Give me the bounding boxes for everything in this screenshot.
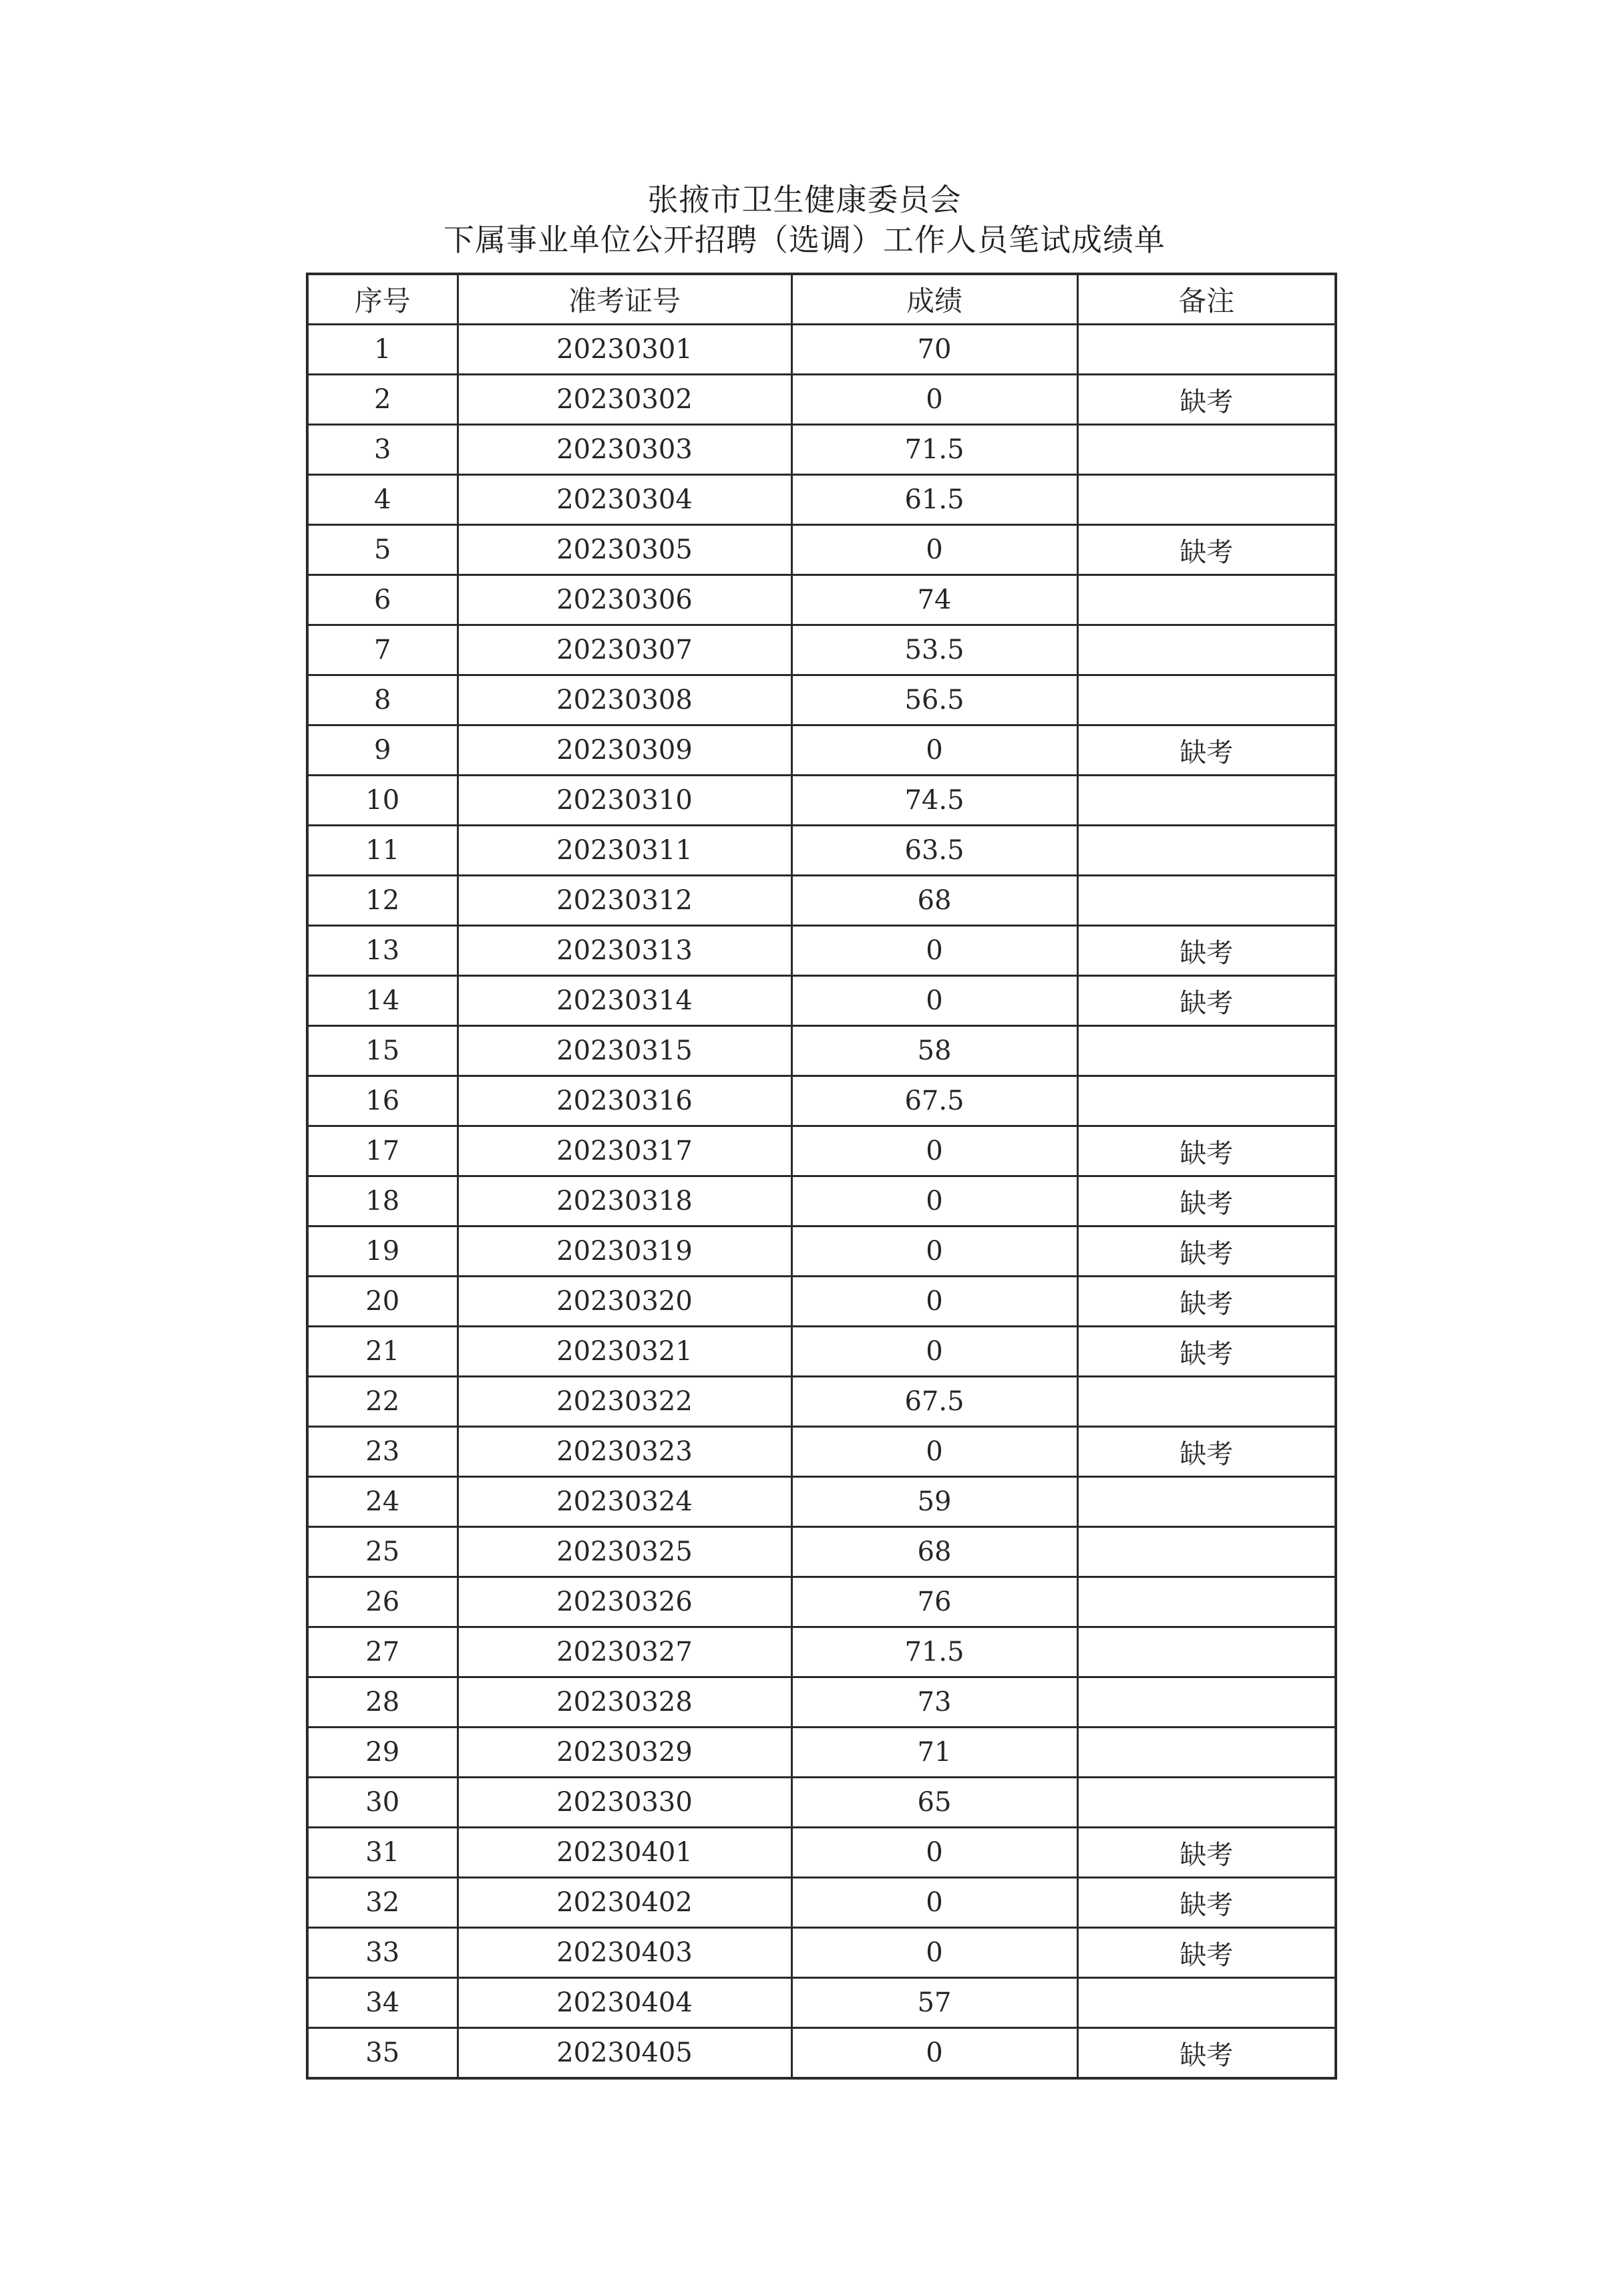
cell-serial-number: 17: [307, 1126, 458, 1176]
table-row: [307, 1828, 1336, 1878]
cell-score: 0: [791, 1327, 1077, 1377]
cell-score: 65: [791, 1778, 1077, 1828]
cell-remarks: [1077, 1076, 1336, 1126]
cell-exam-ticket-number: 20230307: [458, 625, 791, 675]
cell-exam-ticket-number: 20230301: [458, 325, 791, 375]
cell-serial-number: 5: [307, 525, 458, 575]
cell-remarks: [1077, 776, 1336, 826]
cell-serial-number: 21: [307, 1327, 458, 1377]
cell-remarks: [1077, 1778, 1336, 1828]
table-row: [307, 1477, 1336, 1527]
cell-serial-number: 29: [307, 1728, 458, 1778]
cell-score: 0: [791, 2028, 1077, 2079]
cell-score: 71: [791, 1728, 1077, 1778]
table-row: [307, 1677, 1336, 1728]
cell-serial-number: 34: [307, 1978, 458, 2028]
table-row: [307, 1778, 1336, 1828]
cell-score: 73: [791, 1677, 1077, 1728]
table-row: [307, 1627, 1336, 1677]
cell-score: 0: [791, 926, 1077, 976]
cell-exam-ticket-number: 20230319: [458, 1226, 791, 1277]
cell-exam-ticket-number: 20230326: [458, 1577, 791, 1627]
cell-serial-number: 28: [307, 1677, 458, 1728]
table-row: [307, 1928, 1336, 1978]
cell-exam-ticket-number: 20230320: [458, 1277, 791, 1327]
cell-serial-number: 25: [307, 1527, 458, 1577]
cell-serial-number: 13: [307, 926, 458, 976]
cell-remarks: [1077, 1728, 1336, 1778]
cell-serial-number: 1: [307, 325, 458, 375]
table-row: [307, 1427, 1336, 1477]
cell-exam-ticket-number: 20230302: [458, 375, 791, 425]
cell-serial-number: 15: [307, 1026, 458, 1076]
cell-exam-ticket-number: 20230327: [458, 1627, 791, 1677]
cell-remarks: [1077, 425, 1336, 475]
cell-score: 63.5: [791, 826, 1077, 876]
cell-serial-number: 23: [307, 1427, 458, 1477]
cell-exam-ticket-number: 20230405: [458, 2028, 791, 2079]
cell-score: 59: [791, 1477, 1077, 1527]
cell-exam-ticket-number: 20230317: [458, 1126, 791, 1176]
cell-exam-ticket-number: 20230322: [458, 1377, 791, 1427]
table-row: [307, 976, 1336, 1026]
cell-exam-ticket-number: 20230401: [458, 1828, 791, 1878]
cell-serial-number: 7: [307, 625, 458, 675]
cell-score: 67.5: [791, 1377, 1077, 1427]
cell-score: 56.5: [791, 675, 1077, 725]
document-title: 张掖市卫生健康委员会: [647, 182, 962, 218]
table-row: [307, 1377, 1336, 1427]
cell-remarks: 缺考: [1077, 1928, 1336, 1978]
cell-remarks: 缺考: [1077, 1226, 1336, 1277]
cell-remarks: [1077, 1627, 1336, 1677]
cell-remarks: [1077, 325, 1336, 375]
cell-remarks: [1077, 1377, 1336, 1427]
table-row: [307, 2028, 1336, 2079]
table-header-row: [307, 274, 1336, 325]
cell-score: 0: [791, 1277, 1077, 1327]
cell-exam-ticket-number: 20230403: [458, 1928, 791, 1978]
cell-score: 0: [791, 725, 1077, 776]
cell-score: 0: [791, 1878, 1077, 1928]
cell-remarks: [1077, 575, 1336, 625]
cell-remarks: 缺考: [1077, 725, 1336, 776]
table-row: [307, 475, 1336, 525]
cell-serial-number: 35: [307, 2028, 458, 2079]
table-row: [307, 675, 1336, 725]
cell-exam-ticket-number: 20230314: [458, 976, 791, 1026]
table-row: [307, 1878, 1336, 1928]
cell-serial-number: 10: [307, 776, 458, 826]
table-row: [307, 375, 1336, 425]
table-row: [307, 776, 1336, 826]
cell-exam-ticket-number: 20230404: [458, 1978, 791, 2028]
cell-serial-number: 8: [307, 675, 458, 725]
cell-serial-number: 3: [307, 425, 458, 475]
cell-remarks: [1077, 1677, 1336, 1728]
cell-exam-ticket-number: 20230308: [458, 675, 791, 725]
cell-exam-ticket-number: 20230305: [458, 525, 791, 575]
cell-serial-number: 14: [307, 976, 458, 1026]
cell-score: 67.5: [791, 1076, 1077, 1126]
table-row: [307, 1577, 1336, 1627]
cell-score: 0: [791, 1928, 1077, 1978]
cell-remarks: 缺考: [1077, 1427, 1336, 1477]
cell-score: 76: [791, 1577, 1077, 1627]
cell-remarks: [1077, 826, 1336, 876]
cell-exam-ticket-number: 20230304: [458, 475, 791, 525]
table-row: [307, 1076, 1336, 1126]
table-row: [307, 425, 1336, 475]
cell-remarks: 缺考: [1077, 1878, 1336, 1928]
cell-remarks: [1077, 1577, 1336, 1627]
cell-remarks: 缺考: [1077, 2028, 1336, 2079]
cell-serial-number: 24: [307, 1477, 458, 1527]
cell-score: 68: [791, 876, 1077, 926]
cell-serial-number: 20: [307, 1277, 458, 1327]
cell-score: 0: [791, 1176, 1077, 1226]
cell-exam-ticket-number: 20230325: [458, 1527, 791, 1577]
cell-serial-number: 22: [307, 1377, 458, 1427]
table-row: [307, 325, 1336, 375]
cell-score: 0: [791, 1427, 1077, 1477]
cell-exam-ticket-number: 20230329: [458, 1728, 791, 1778]
cell-score: 70: [791, 325, 1077, 375]
cell-serial-number: 18: [307, 1176, 458, 1226]
cell-remarks: [1077, 475, 1336, 525]
table-row: [307, 1327, 1336, 1377]
cell-serial-number: 16: [307, 1076, 458, 1126]
cell-remarks: [1077, 1978, 1336, 2028]
cell-remarks: 缺考: [1077, 1126, 1336, 1176]
table-row: [307, 525, 1336, 575]
cell-serial-number: 11: [307, 826, 458, 876]
table-row: [307, 625, 1336, 675]
cell-remarks: [1077, 1477, 1336, 1527]
header-serial-number: 序号: [307, 274, 458, 325]
table-body: [307, 325, 1336, 2079]
cell-exam-ticket-number: 20230310: [458, 776, 791, 826]
cell-exam-ticket-number: 20230402: [458, 1878, 791, 1928]
table-row: [307, 926, 1336, 976]
cell-remarks: [1077, 625, 1336, 675]
table-row: [307, 1176, 1336, 1226]
cell-exam-ticket-number: 20230311: [458, 826, 791, 876]
cell-serial-number: 33: [307, 1928, 458, 1978]
header-exam-ticket-number: 准考证号: [458, 274, 791, 325]
table-row: [307, 1226, 1336, 1277]
header-remarks: 备注: [1077, 274, 1336, 325]
cell-remarks: 缺考: [1077, 976, 1336, 1026]
cell-serial-number: 27: [307, 1627, 458, 1677]
cell-remarks: 缺考: [1077, 1828, 1336, 1878]
cell-score: 0: [791, 976, 1077, 1026]
cell-score: 0: [791, 525, 1077, 575]
cell-exam-ticket-number: 20230318: [458, 1176, 791, 1226]
cell-serial-number: 31: [307, 1828, 458, 1878]
table-row: [307, 1126, 1336, 1176]
cell-exam-ticket-number: 20230313: [458, 926, 791, 976]
cell-serial-number: 6: [307, 575, 458, 625]
table-row: [307, 826, 1336, 876]
cell-exam-ticket-number: 20230330: [458, 1778, 791, 1828]
table-row: [307, 1728, 1336, 1778]
table-row: [307, 876, 1336, 926]
cell-exam-ticket-number: 20230324: [458, 1477, 791, 1527]
table-row: [307, 725, 1336, 776]
table-row: [307, 575, 1336, 625]
cell-score: 0: [791, 1226, 1077, 1277]
cell-exam-ticket-number: 20230321: [458, 1327, 791, 1377]
cell-remarks: [1077, 1527, 1336, 1577]
cell-exam-ticket-number: 20230323: [458, 1427, 791, 1477]
table-row: [307, 1026, 1336, 1076]
cell-exam-ticket-number: 20230315: [458, 1026, 791, 1076]
cell-score: 53.5: [791, 625, 1077, 675]
cell-remarks: 缺考: [1077, 1277, 1336, 1327]
table-row: [307, 1527, 1336, 1577]
cell-score: 0: [791, 375, 1077, 425]
cell-exam-ticket-number: 20230306: [458, 575, 791, 625]
cell-remarks: 缺考: [1077, 525, 1336, 575]
cell-exam-ticket-number: 20230312: [458, 876, 791, 926]
cell-score: 0: [791, 1126, 1077, 1176]
cell-exam-ticket-number: 20230316: [458, 1076, 791, 1126]
cell-score: 71.5: [791, 425, 1077, 475]
cell-score: 74.5: [791, 776, 1077, 826]
cell-remarks: 缺考: [1077, 926, 1336, 976]
cell-serial-number: 9: [307, 725, 458, 776]
cell-score: 61.5: [791, 475, 1077, 525]
cell-score: 71.5: [791, 1627, 1077, 1677]
cell-score: 57: [791, 1978, 1077, 2028]
cell-serial-number: 32: [307, 1878, 458, 1928]
cell-exam-ticket-number: 20230328: [458, 1677, 791, 1728]
cell-exam-ticket-number: 20230309: [458, 725, 791, 776]
document-subtitle: 下属事业单位公开招聘（选调）工作人员笔试成绩单: [443, 222, 1166, 258]
table-row: [307, 1277, 1336, 1327]
header-score: 成绩: [791, 274, 1077, 325]
cell-remarks: [1077, 876, 1336, 926]
cell-remarks: 缺考: [1077, 1327, 1336, 1377]
cell-serial-number: 30: [307, 1778, 458, 1828]
cell-serial-number: 26: [307, 1577, 458, 1627]
cell-remarks: [1077, 675, 1336, 725]
cell-remarks: [1077, 1026, 1336, 1076]
cell-serial-number: 4: [307, 475, 458, 525]
cell-remarks: 缺考: [1077, 375, 1336, 425]
cell-score: 0: [791, 1828, 1077, 1878]
cell-exam-ticket-number: 20230303: [458, 425, 791, 475]
cell-serial-number: 2: [307, 375, 458, 425]
score-table: [306, 273, 1337, 2080]
cell-score: 68: [791, 1527, 1077, 1577]
cell-score: 58: [791, 1026, 1077, 1076]
table-row: [307, 1978, 1336, 2028]
cell-serial-number: 12: [307, 876, 458, 926]
cell-score: 74: [791, 575, 1077, 625]
cell-remarks: 缺考: [1077, 1176, 1336, 1226]
cell-serial-number: 19: [307, 1226, 458, 1277]
